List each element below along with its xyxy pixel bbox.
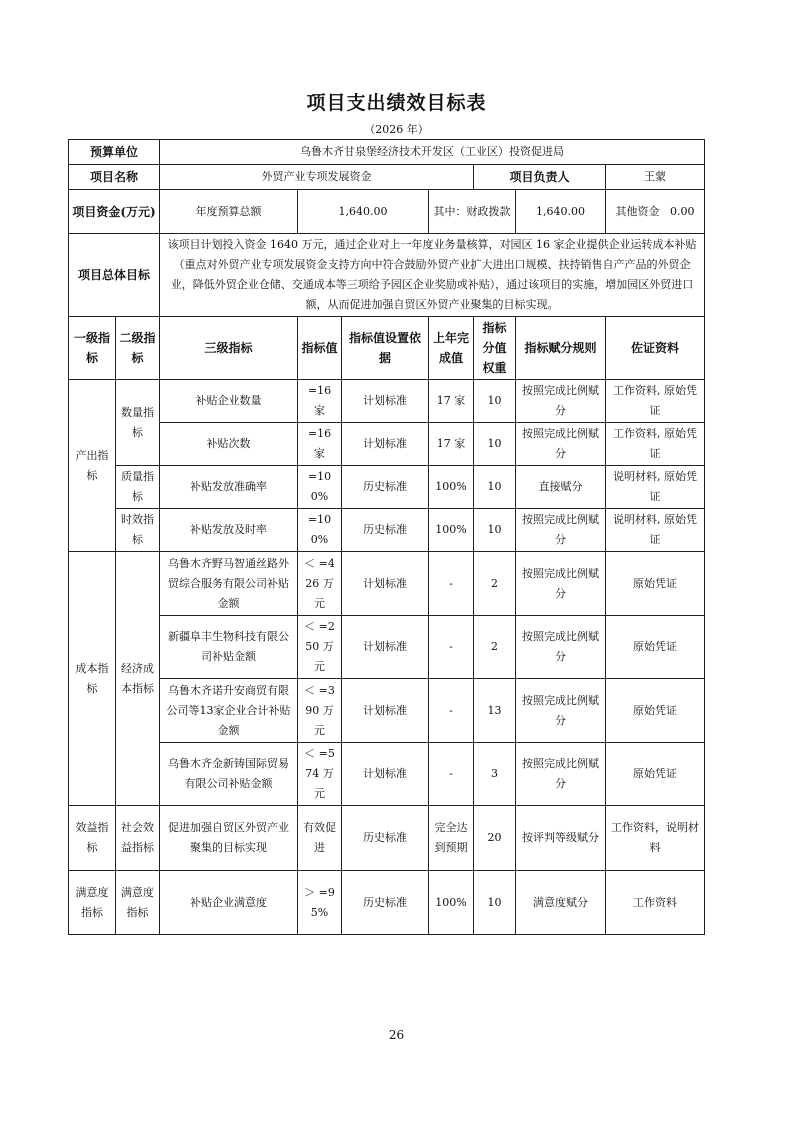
indicator-last: 100% [429, 871, 474, 935]
indicator-evidence: 工作资料, 原始凭证 [606, 423, 705, 466]
overall-goal-text: 该项目计划投入资金 1640 万元，通过企业对上一年度业务量核算，对园区 16 家企业提供企业运转成本补贴（重点对外贸产业专项发展资金支持方向中符合鼓励外贸产业扩大进出口规模、扶持销售自产产品的外贸企业，降低外贸企业仓储、交通成本等三项给予园区企业奖励或补贴），通过该项目的实施，增加园区外贸进口额，从而促进加强自贸区外贸产业聚集的目标实现。 [160, 234, 705, 317]
group-timeliness: 时效指标 [116, 509, 160, 552]
indicator-evidence: 原始凭证 [606, 552, 705, 616]
budget-unit-value: 乌鲁木齐甘泉堡经济技术开发区（工业区）投资促进局 [160, 140, 705, 165]
annual-budget-label: 年度预算总额 [160, 190, 298, 234]
header-weight: 指标分值权重 [474, 317, 516, 380]
indicator-basis: 计划标准 [342, 380, 429, 423]
indicator-value: ＜ =250 万元 [298, 616, 342, 679]
header-basis: 指标值设置依据 [342, 317, 429, 380]
indicator-weight: 3 [474, 743, 516, 806]
group-benefit: 效益指标 [69, 806, 116, 871]
indicator-value: ＜ =390 万元 [298, 679, 342, 743]
header-row [69, 317, 705, 380]
performance-table [68, 139, 705, 935]
indicator-weight: 10 [474, 380, 516, 423]
group-quality: 质量指标 [116, 466, 160, 509]
indicator-last: 完全达到预期 [429, 806, 474, 871]
indicator-value: ＜ =574 万元 [298, 743, 342, 806]
indicator-last: 17 家 [429, 380, 474, 423]
indicator-rule: 按照完成比例赋分 [516, 423, 606, 466]
header-evidence: 佐证资料 [606, 317, 705, 380]
indicator-evidence: 原始凭证 [606, 679, 705, 743]
indicator-basis: 计划标准 [342, 616, 429, 679]
indicator-name: 补贴发放及时率 [160, 509, 298, 552]
budget-unit-label: 预算单位 [69, 140, 160, 165]
group-output: 产出指标 [69, 380, 116, 552]
header-level3: 三级指标 [160, 317, 298, 380]
table-row [69, 552, 705, 616]
indicator-name: 促进加强自贸区外贸产业聚集的目标实现 [160, 806, 298, 871]
indicator-value: 有效促进 [298, 806, 342, 871]
fiscal-value: 1,640.00 [516, 190, 606, 234]
indicator-name: 补贴企业满意度 [160, 871, 298, 935]
year-label: （2026 年） [364, 123, 429, 136]
indicator-rule: 按照完成比例赋分 [516, 743, 606, 806]
group-economic-cost: 经济成本指标 [116, 552, 160, 806]
other-funds-cell [606, 190, 705, 234]
indicator-evidence: 原始凭证 [606, 743, 705, 806]
table-row [69, 806, 705, 871]
indicator-weight: 10 [474, 466, 516, 509]
indicator-last: - [429, 743, 474, 806]
indicator-basis: 计划标准 [342, 679, 429, 743]
indicator-evidence: 原始凭证 [606, 616, 705, 679]
annual-budget-value: 1,640.00 [298, 190, 429, 234]
indicator-name: 乌鲁木齐野马智通丝路外贸综合服务有限公司补贴金额 [160, 552, 298, 616]
budget-unit-row [69, 140, 705, 165]
indicator-weight: 10 [474, 509, 516, 552]
indicator-weight: 10 [474, 871, 516, 935]
indicator-last: 100% [429, 509, 474, 552]
manager-value: 王蒙 [606, 165, 705, 190]
indicator-last: - [429, 679, 474, 743]
indicator-basis: 历史标准 [342, 806, 429, 871]
table-row [69, 423, 705, 466]
indicator-name: 补贴次数 [160, 423, 298, 466]
overall-goal-label: 项目总体目标 [69, 234, 160, 317]
indicator-weight: 13 [474, 679, 516, 743]
table-row [69, 616, 705, 679]
group-satisfaction-sub: 满意度指标 [116, 871, 160, 935]
indicator-name: 乌鲁木齐金新铸国际贸易有限公司补贴金额 [160, 743, 298, 806]
indicator-basis: 计划标准 [342, 743, 429, 806]
indicator-name: 新疆阜丰生物科技有限公司补贴金额 [160, 616, 298, 679]
indicator-rule: 直接赋分 [516, 466, 606, 509]
indicator-value: =16 家 [298, 380, 342, 423]
indicator-value: =100% [298, 466, 342, 509]
indicator-weight: 10 [474, 423, 516, 466]
indicator-value: =16 家 [298, 423, 342, 466]
indicator-basis: 历史标准 [342, 466, 429, 509]
indicator-basis: 历史标准 [342, 871, 429, 935]
project-name-row [69, 165, 705, 190]
indicator-last: - [429, 552, 474, 616]
overall-goal-row [69, 234, 705, 317]
indicator-weight: 2 [474, 552, 516, 616]
table-row [69, 871, 705, 935]
table-row [69, 466, 705, 509]
funds-label: 项目资金(万元) [69, 190, 160, 234]
indicator-basis: 历史标准 [342, 509, 429, 552]
indicator-evidence: 工作资料 [606, 871, 705, 935]
header-level1: 一级指标 [69, 317, 116, 380]
group-cost: 成本指标 [69, 552, 116, 806]
indicator-rule: 满意度赋分 [516, 871, 606, 935]
group-social-benefit: 社会效益指标 [116, 806, 160, 871]
indicator-value: ＞ =95% [298, 871, 342, 935]
page-number: 26 [388, 1028, 405, 1042]
group-satisfaction: 满意度指标 [69, 871, 116, 935]
indicator-last: 17 家 [429, 423, 474, 466]
indicator-weight: 20 [474, 806, 516, 871]
indicator-rule: 按评判等级赋分 [516, 806, 606, 871]
indicator-rule: 按照完成比例赋分 [516, 380, 606, 423]
group-quantity: 数量指标 [116, 380, 160, 466]
indicator-evidence: 工作资料, 原始凭证 [606, 380, 705, 423]
manager-label: 项目负责人 [474, 165, 606, 190]
project-name-label: 项目名称 [69, 165, 160, 190]
indicator-evidence: 说明材料, 原始凭证 [606, 466, 705, 509]
header-value: 指标值 [298, 317, 342, 380]
fiscal-label: 其中：财政拨款 [429, 190, 516, 234]
indicator-weight: 2 [474, 616, 516, 679]
indicator-name: 补贴发放准确率 [160, 466, 298, 509]
indicator-name: 补贴企业数量 [160, 380, 298, 423]
indicator-basis: 计划标准 [342, 552, 429, 616]
funds-row [69, 190, 705, 234]
indicator-last: 100% [429, 466, 474, 509]
table-row [69, 380, 705, 423]
indicator-value: =100% [298, 509, 342, 552]
header-rule: 指标赋分规则 [516, 317, 606, 380]
indicator-last: - [429, 616, 474, 679]
table-row [69, 743, 705, 806]
header-level2: 二级指标 [116, 317, 160, 380]
indicator-evidence: 说明材料, 原始凭证 [606, 509, 705, 552]
page-title: 项目支出绩效目标表 [306, 92, 487, 114]
indicator-rule: 按照完成比例赋分 [516, 616, 606, 679]
other-funds-label: 其他资金 [615, 204, 660, 218]
indicator-rule: 按照完成比例赋分 [516, 552, 606, 616]
header-last-year: 上年完成值 [429, 317, 474, 380]
indicator-evidence: 工作资料，说明材料 [606, 806, 705, 871]
indicator-name: 乌鲁木齐诺升安商贸有限公司等13家企业合计补贴金额 [160, 679, 298, 743]
indicator-rule: 按照完成比例赋分 [516, 679, 606, 743]
indicator-value: ＜ =426 万元 [298, 552, 342, 616]
project-name-value: 外贸产业专项发展资金 [160, 165, 474, 190]
indicator-basis: 计划标准 [342, 423, 429, 466]
indicator-rule: 按照完成比例赋分 [516, 509, 606, 552]
table-row [69, 509, 705, 552]
table-row [69, 679, 705, 743]
other-funds-value: 0.00 [670, 204, 695, 218]
